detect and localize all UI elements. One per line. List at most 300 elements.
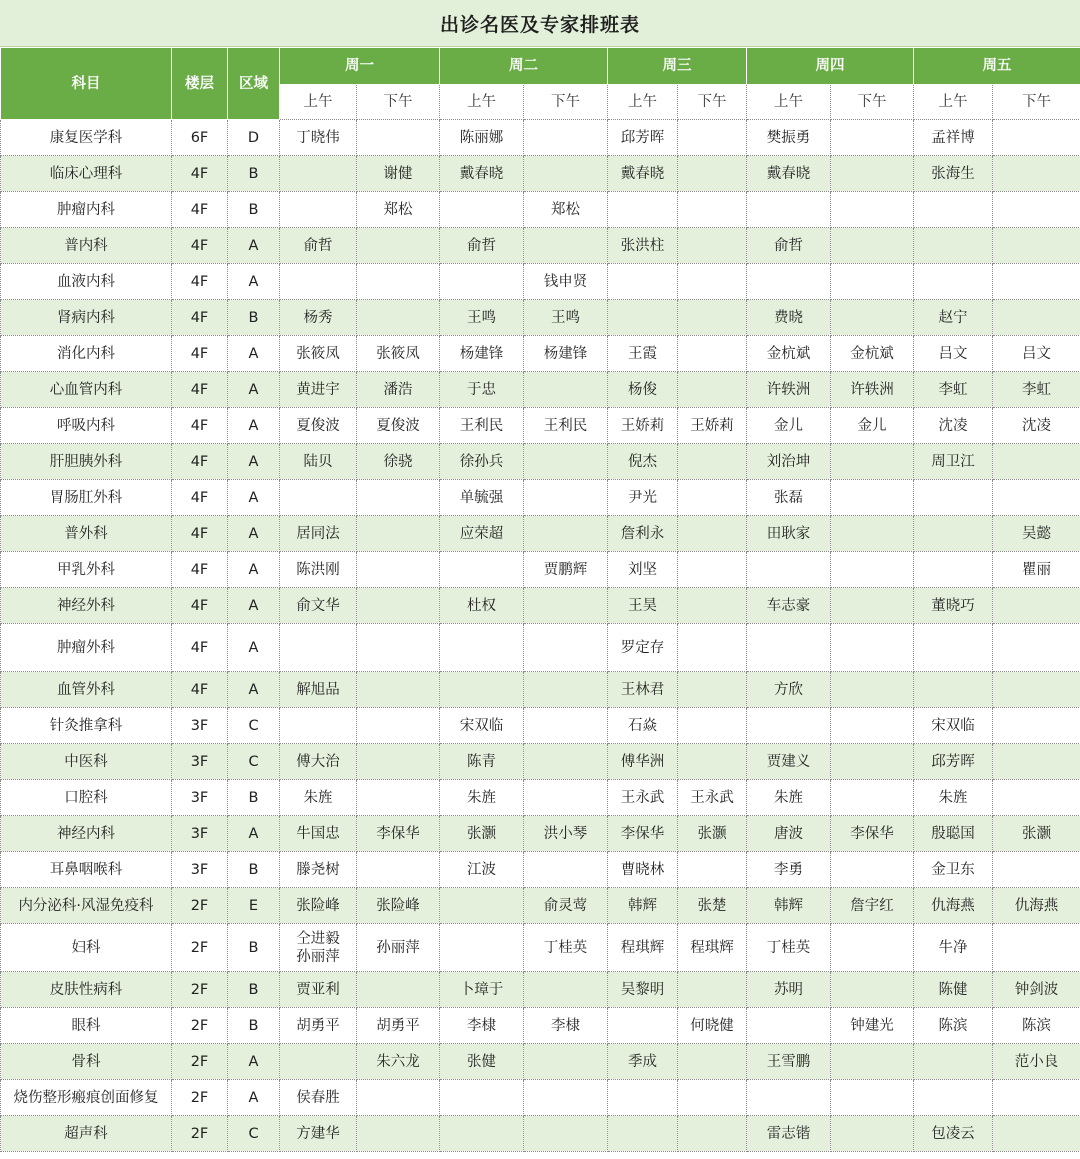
doctor-cell xyxy=(524,744,608,780)
doctor-cell: 沈凌 xyxy=(993,408,1080,444)
doctor-cell: 王昊 xyxy=(608,588,678,624)
floor-cell: 4F xyxy=(172,372,228,408)
doctor-cell xyxy=(678,624,747,672)
doctor-cell xyxy=(524,852,608,888)
area-cell: B xyxy=(228,972,280,1008)
doctor-cell: 徐骁 xyxy=(357,444,440,480)
doctor-cell: 江波 xyxy=(440,852,524,888)
doctor-cell xyxy=(831,192,914,228)
doctor-cell xyxy=(831,264,914,300)
doctor-cell xyxy=(357,228,440,264)
doctor-cell xyxy=(357,624,440,672)
doctor-cell: 刘治坤 xyxy=(747,444,831,480)
doctor-cell xyxy=(608,264,678,300)
doctor-cell: 樊振勇 xyxy=(747,120,831,156)
doctor-cell: 郑松 xyxy=(524,192,608,228)
dept-cell: 胃肠肛外科 xyxy=(1,480,172,516)
floor-cell: 3F xyxy=(172,852,228,888)
doctor-cell xyxy=(678,156,747,192)
doctor-cell: 陆贝 xyxy=(280,444,357,480)
doctor-cell xyxy=(831,120,914,156)
doctor-cell: 夏俊波 xyxy=(280,408,357,444)
area-cell: A xyxy=(228,480,280,516)
doctor-cell: 王鸣 xyxy=(524,300,608,336)
floor-cell: 4F xyxy=(172,552,228,588)
floor-cell: 4F xyxy=(172,408,228,444)
table-row xyxy=(1,708,1080,744)
doctor-cell: 孟祥博 xyxy=(914,120,993,156)
doctor-cell: 胡勇平 xyxy=(280,1008,357,1044)
table-row xyxy=(1,1080,1080,1116)
table-row xyxy=(1,120,1080,156)
doctor-cell: 张海生 xyxy=(914,156,993,192)
header-pm: 下午 xyxy=(678,85,747,120)
doctor-cell: 邱芳晖 xyxy=(914,744,993,780)
doctor-cell: 朱旌 xyxy=(280,780,357,816)
doctor-cell: 张洪柱 xyxy=(608,228,678,264)
doctor-cell: 俞灵莺 xyxy=(524,888,608,924)
doctor-cell xyxy=(357,852,440,888)
table-row xyxy=(1,516,1080,552)
dept-cell: 妇科 xyxy=(1,924,172,972)
doctor-cell: 陈青 xyxy=(440,744,524,780)
doctor-cell: 尹光 xyxy=(608,480,678,516)
dept-cell: 肾病内科 xyxy=(1,300,172,336)
area-cell: D xyxy=(228,120,280,156)
doctor-cell xyxy=(831,1116,914,1152)
doctor-cell xyxy=(831,924,914,972)
doctor-cell xyxy=(357,672,440,708)
doctor-cell: 季成 xyxy=(608,1044,678,1080)
dept-cell: 针灸推拿科 xyxy=(1,708,172,744)
floor-cell: 2F xyxy=(172,1008,228,1044)
area-cell: A xyxy=(228,264,280,300)
header-day-mon: 周一 xyxy=(280,48,440,85)
doctor-cell: 许轶洲 xyxy=(831,372,914,408)
doctor-cell xyxy=(524,972,608,1008)
table-row xyxy=(1,1008,1080,1044)
doctor-cell xyxy=(678,744,747,780)
doctor-cell xyxy=(524,372,608,408)
doctor-cell xyxy=(280,708,357,744)
area-cell: A xyxy=(228,444,280,480)
dept-cell: 耳鼻咽喉科 xyxy=(1,852,172,888)
area-cell: A xyxy=(228,588,280,624)
dept-cell: 血液内科 xyxy=(1,264,172,300)
doctor-cell xyxy=(678,672,747,708)
doctor-cell xyxy=(993,672,1080,708)
doctor-cell xyxy=(524,480,608,516)
doctor-cell: 陈滨 xyxy=(914,1008,993,1044)
area-cell: A xyxy=(228,816,280,852)
area-cell: A xyxy=(228,516,280,552)
header-pm: 下午 xyxy=(524,85,608,120)
doctor-cell xyxy=(831,588,914,624)
doctor-cell: 田耿家 xyxy=(747,516,831,552)
doctor-cell: 张灏 xyxy=(678,816,747,852)
doctor-cell: 俞哲 xyxy=(747,228,831,264)
doctor-cell: 于忠 xyxy=(440,372,524,408)
doctor-cell: 朱旌 xyxy=(747,780,831,816)
table-row xyxy=(1,1116,1080,1152)
doctor-cell: 张健 xyxy=(440,1044,524,1080)
doctor-cell: 贾亚利 xyxy=(280,972,357,1008)
doctor-cell: 丁桂英 xyxy=(524,924,608,972)
doctor-cell xyxy=(440,888,524,924)
doctor-cell: 朱六龙 xyxy=(357,1044,440,1080)
doctor-cell: 侯春胜 xyxy=(280,1080,357,1116)
title-bar xyxy=(0,0,1080,47)
doctor-cell: 王娇莉 xyxy=(678,408,747,444)
doctor-cell: 李勇 xyxy=(747,852,831,888)
doctor-cell xyxy=(357,120,440,156)
doctor-cell: 曹晓林 xyxy=(608,852,678,888)
doctor-cell: 詹宇红 xyxy=(831,888,914,924)
doctor-cell xyxy=(678,300,747,336)
doctor-cell: 郑松 xyxy=(357,192,440,228)
doctor-cell xyxy=(280,192,357,228)
doctor-cell: 朱旌 xyxy=(440,780,524,816)
doctor-cell xyxy=(280,1044,357,1080)
doctor-cell: 陈洪刚 xyxy=(280,552,357,588)
doctor-cell xyxy=(993,120,1080,156)
dept-cell: 肝胆胰外科 xyxy=(1,444,172,480)
doctor-cell: 詹利永 xyxy=(608,516,678,552)
doctor-cell: 仇海燕 xyxy=(993,888,1080,924)
area-cell: A xyxy=(228,672,280,708)
doctor-cell xyxy=(678,588,747,624)
doctor-cell xyxy=(831,852,914,888)
doctor-cell: 方建华 xyxy=(280,1116,357,1152)
doctor-cell xyxy=(524,588,608,624)
area-cell: B xyxy=(228,924,280,972)
header-pm: 下午 xyxy=(831,85,914,120)
doctor-cell: 贾鹏辉 xyxy=(524,552,608,588)
table-row xyxy=(1,972,1080,1008)
dept-cell: 肿瘤内科 xyxy=(1,192,172,228)
table-row xyxy=(1,408,1080,444)
dept-cell: 神经外科 xyxy=(1,588,172,624)
doctor-cell xyxy=(524,672,608,708)
doctor-cell: 张险峰 xyxy=(357,888,440,924)
doctor-cell xyxy=(357,708,440,744)
doctor-cell: 贾建义 xyxy=(747,744,831,780)
doctor-cell xyxy=(914,1080,993,1116)
table-row xyxy=(1,372,1080,408)
dept-cell: 内分泌科·风湿免疫科 xyxy=(1,888,172,924)
table-row xyxy=(1,1044,1080,1080)
doctor-cell xyxy=(678,552,747,588)
doctor-cell xyxy=(280,480,357,516)
doctor-cell xyxy=(831,228,914,264)
doctor-cell: 李棣 xyxy=(524,1008,608,1044)
header-area: 区域 xyxy=(228,48,280,120)
doctor-cell: 韩辉 xyxy=(608,888,678,924)
dept-cell: 普外科 xyxy=(1,516,172,552)
doctor-cell xyxy=(440,1080,524,1116)
doctor-cell xyxy=(993,192,1080,228)
doctor-cell xyxy=(678,480,747,516)
doctor-cell: 钱申贤 xyxy=(524,264,608,300)
doctor-cell: 李保华 xyxy=(357,816,440,852)
doctor-cell xyxy=(678,372,747,408)
doctor-cell xyxy=(831,1080,914,1116)
doctor-cell: 洪小琴 xyxy=(524,816,608,852)
doctor-cell xyxy=(831,156,914,192)
doctor-cell xyxy=(831,300,914,336)
doctor-cell xyxy=(914,264,993,300)
doctor-cell: 赵宁 xyxy=(914,300,993,336)
doctor-cell xyxy=(608,1008,678,1044)
doctor-cell xyxy=(524,624,608,672)
doctor-cell xyxy=(678,708,747,744)
doctor-cell xyxy=(914,624,993,672)
doctor-cell xyxy=(524,708,608,744)
table-row xyxy=(1,192,1080,228)
doctor-cell: 瞿丽 xyxy=(993,552,1080,588)
doctor-cell: 傅华洲 xyxy=(608,744,678,780)
doctor-cell: 唐波 xyxy=(747,816,831,852)
doctor-cell xyxy=(357,1116,440,1152)
doctor-cell: 殷聪国 xyxy=(914,816,993,852)
doctor-cell xyxy=(993,852,1080,888)
doctor-cell xyxy=(440,264,524,300)
doctor-cell xyxy=(747,1008,831,1044)
doctor-cell xyxy=(524,228,608,264)
doctor-cell xyxy=(608,300,678,336)
doctor-cell xyxy=(914,228,993,264)
doctor-cell xyxy=(524,120,608,156)
doctor-cell xyxy=(678,120,747,156)
doctor-cell xyxy=(524,780,608,816)
floor-cell: 2F xyxy=(172,1116,228,1152)
dept-cell: 神经内科 xyxy=(1,816,172,852)
floor-cell: 4F xyxy=(172,516,228,552)
doctor-cell: 李虹 xyxy=(914,372,993,408)
doctor-cell: 丁桂英 xyxy=(747,924,831,972)
doctor-cell: 李保华 xyxy=(831,816,914,852)
doctor-cell xyxy=(357,516,440,552)
table-row xyxy=(1,816,1080,852)
table-row xyxy=(1,156,1080,192)
doctor-cell xyxy=(678,972,747,1008)
floor-cell: 2F xyxy=(172,888,228,924)
doctor-cell: 胡勇平 xyxy=(357,1008,440,1044)
doctor-cell xyxy=(678,852,747,888)
doctor-cell: 潘浩 xyxy=(357,372,440,408)
doctor-cell xyxy=(608,1080,678,1116)
area-cell: A xyxy=(228,624,280,672)
doctor-cell xyxy=(914,480,993,516)
table-row xyxy=(1,228,1080,264)
doctor-cell: 徐孙兵 xyxy=(440,444,524,480)
header-pm: 下午 xyxy=(357,85,440,120)
doctor-cell: 罗定存 xyxy=(608,624,678,672)
header-floor: 楼层 xyxy=(172,48,228,120)
header-day-fri: 周五 xyxy=(914,48,1080,85)
doctor-cell xyxy=(747,552,831,588)
table-row xyxy=(1,852,1080,888)
doctor-cell: 王霞 xyxy=(608,336,678,372)
doctor-cell: 金杭斌 xyxy=(747,336,831,372)
doctor-cell xyxy=(678,1044,747,1080)
dept-cell: 康复医学科 xyxy=(1,120,172,156)
doctor-cell: 钟建光 xyxy=(831,1008,914,1044)
doctor-cell xyxy=(993,780,1080,816)
doctor-cell xyxy=(357,744,440,780)
doctor-cell xyxy=(993,156,1080,192)
doctor-cell xyxy=(440,1116,524,1152)
doctor-cell: 张磊 xyxy=(747,480,831,516)
table-row xyxy=(1,588,1080,624)
doctor-cell xyxy=(914,1044,993,1080)
doctor-cell: 钟剑波 xyxy=(993,972,1080,1008)
doctor-cell: 仇海燕 xyxy=(914,888,993,924)
doctor-cell xyxy=(678,192,747,228)
doctor-cell: 陈健 xyxy=(914,972,993,1008)
doctor-cell: 董晓巧 xyxy=(914,588,993,624)
doctor-cell: 居同法 xyxy=(280,516,357,552)
header-pm: 下午 xyxy=(993,85,1080,120)
doctor-cell xyxy=(678,1116,747,1152)
page-title: 出诊名医及专家排班表 xyxy=(439,13,640,36)
doctor-cell xyxy=(914,516,993,552)
table-row xyxy=(1,888,1080,924)
floor-cell: 2F xyxy=(172,924,228,972)
doctor-cell: 陈滨 xyxy=(993,1008,1080,1044)
doctor-cell xyxy=(440,192,524,228)
doctor-cell: 邱芳晖 xyxy=(608,120,678,156)
doctor-cell xyxy=(831,516,914,552)
doctor-cell: 陈丽娜 xyxy=(440,120,524,156)
doctor-cell xyxy=(831,672,914,708)
dept-cell: 眼科 xyxy=(1,1008,172,1044)
area-cell: B xyxy=(228,156,280,192)
doctor-cell xyxy=(993,300,1080,336)
doctor-cell: 解旭品 xyxy=(280,672,357,708)
doctor-cell xyxy=(831,552,914,588)
doctor-cell: 谢健 xyxy=(357,156,440,192)
doctor-cell: 石焱 xyxy=(608,708,678,744)
doctor-cell xyxy=(524,1044,608,1080)
doctor-cell xyxy=(357,780,440,816)
doctor-cell xyxy=(524,444,608,480)
table-row xyxy=(1,672,1080,708)
doctor-cell xyxy=(831,624,914,672)
doctor-cell xyxy=(831,780,914,816)
header-dept: 科目 xyxy=(1,48,172,120)
doctor-cell: 王利民 xyxy=(440,408,524,444)
area-cell: A xyxy=(228,372,280,408)
area-cell: E xyxy=(228,888,280,924)
header-day-tue: 周二 xyxy=(440,48,608,85)
table-row xyxy=(1,552,1080,588)
doctor-cell xyxy=(440,624,524,672)
doctor-cell xyxy=(747,1080,831,1116)
doctor-cell: 费晓 xyxy=(747,300,831,336)
doctor-cell: 戴春晓 xyxy=(440,156,524,192)
doctor-cell: 俞哲 xyxy=(440,228,524,264)
doctor-cell xyxy=(914,672,993,708)
floor-cell: 4F xyxy=(172,336,228,372)
floor-cell: 4F xyxy=(172,672,228,708)
header-am: 上午 xyxy=(747,85,831,120)
doctor-cell xyxy=(914,192,993,228)
doctor-cell xyxy=(608,1116,678,1152)
doctor-cell xyxy=(747,264,831,300)
doctor-cell: 杨建锋 xyxy=(440,336,524,372)
area-cell: A xyxy=(228,1080,280,1116)
doctor-cell: 黄进宇 xyxy=(280,372,357,408)
doctor-cell xyxy=(524,516,608,552)
doctor-cell: 吕文 xyxy=(914,336,993,372)
doctor-cell: 戴春晓 xyxy=(608,156,678,192)
doctor-cell xyxy=(357,588,440,624)
floor-cell: 3F xyxy=(172,816,228,852)
dept-cell: 心血管内科 xyxy=(1,372,172,408)
doctor-cell: 刘坚 xyxy=(608,552,678,588)
doctor-cell: 吕文 xyxy=(993,336,1080,372)
doctor-cell xyxy=(440,672,524,708)
area-cell: A xyxy=(228,552,280,588)
doctor-cell xyxy=(678,516,747,552)
dept-cell: 呼吸内科 xyxy=(1,408,172,444)
area-cell: B xyxy=(228,300,280,336)
dept-cell: 中医科 xyxy=(1,744,172,780)
schedule-table xyxy=(0,47,1080,1152)
area-cell: B xyxy=(228,1008,280,1044)
doctor-cell: 杨建锋 xyxy=(524,336,608,372)
doctor-cell xyxy=(747,624,831,672)
area-cell: A xyxy=(228,408,280,444)
doctor-cell: 苏明 xyxy=(747,972,831,1008)
doctor-cell: 许轶洲 xyxy=(747,372,831,408)
doctor-cell xyxy=(993,264,1080,300)
dept-cell: 消化内科 xyxy=(1,336,172,372)
doctor-cell: 应荣超 xyxy=(440,516,524,552)
doctor-cell: 李棣 xyxy=(440,1008,524,1044)
doctor-cell: 范小良 xyxy=(993,1044,1080,1080)
doctor-cell: 仝进毅 孙丽萍 xyxy=(280,924,357,972)
doctor-cell: 金儿 xyxy=(747,408,831,444)
floor-cell: 6F xyxy=(172,120,228,156)
doctor-cell: 张险峰 xyxy=(280,888,357,924)
doctor-cell xyxy=(993,1116,1080,1152)
doctor-cell: 韩辉 xyxy=(747,888,831,924)
doctor-cell xyxy=(747,708,831,744)
doctor-cell xyxy=(993,624,1080,672)
floor-cell: 2F xyxy=(172,972,228,1008)
dept-cell: 口腔科 xyxy=(1,780,172,816)
area-cell: A xyxy=(228,336,280,372)
doctor-cell: 宋双临 xyxy=(914,708,993,744)
table-row xyxy=(1,336,1080,372)
doctor-cell: 朱旌 xyxy=(914,780,993,816)
dept-cell: 肿瘤外科 xyxy=(1,624,172,672)
doctor-cell: 王林君 xyxy=(608,672,678,708)
table-row xyxy=(1,744,1080,780)
doctor-cell xyxy=(524,1116,608,1152)
doctor-cell xyxy=(993,588,1080,624)
header-day-wed: 周三 xyxy=(608,48,747,85)
doctor-cell: 李虹 xyxy=(993,372,1080,408)
doctor-cell: 张楚 xyxy=(678,888,747,924)
doctor-cell xyxy=(831,444,914,480)
floor-cell: 4F xyxy=(172,156,228,192)
table-row xyxy=(1,924,1080,972)
doctor-cell xyxy=(831,708,914,744)
doctor-cell: 宋双临 xyxy=(440,708,524,744)
